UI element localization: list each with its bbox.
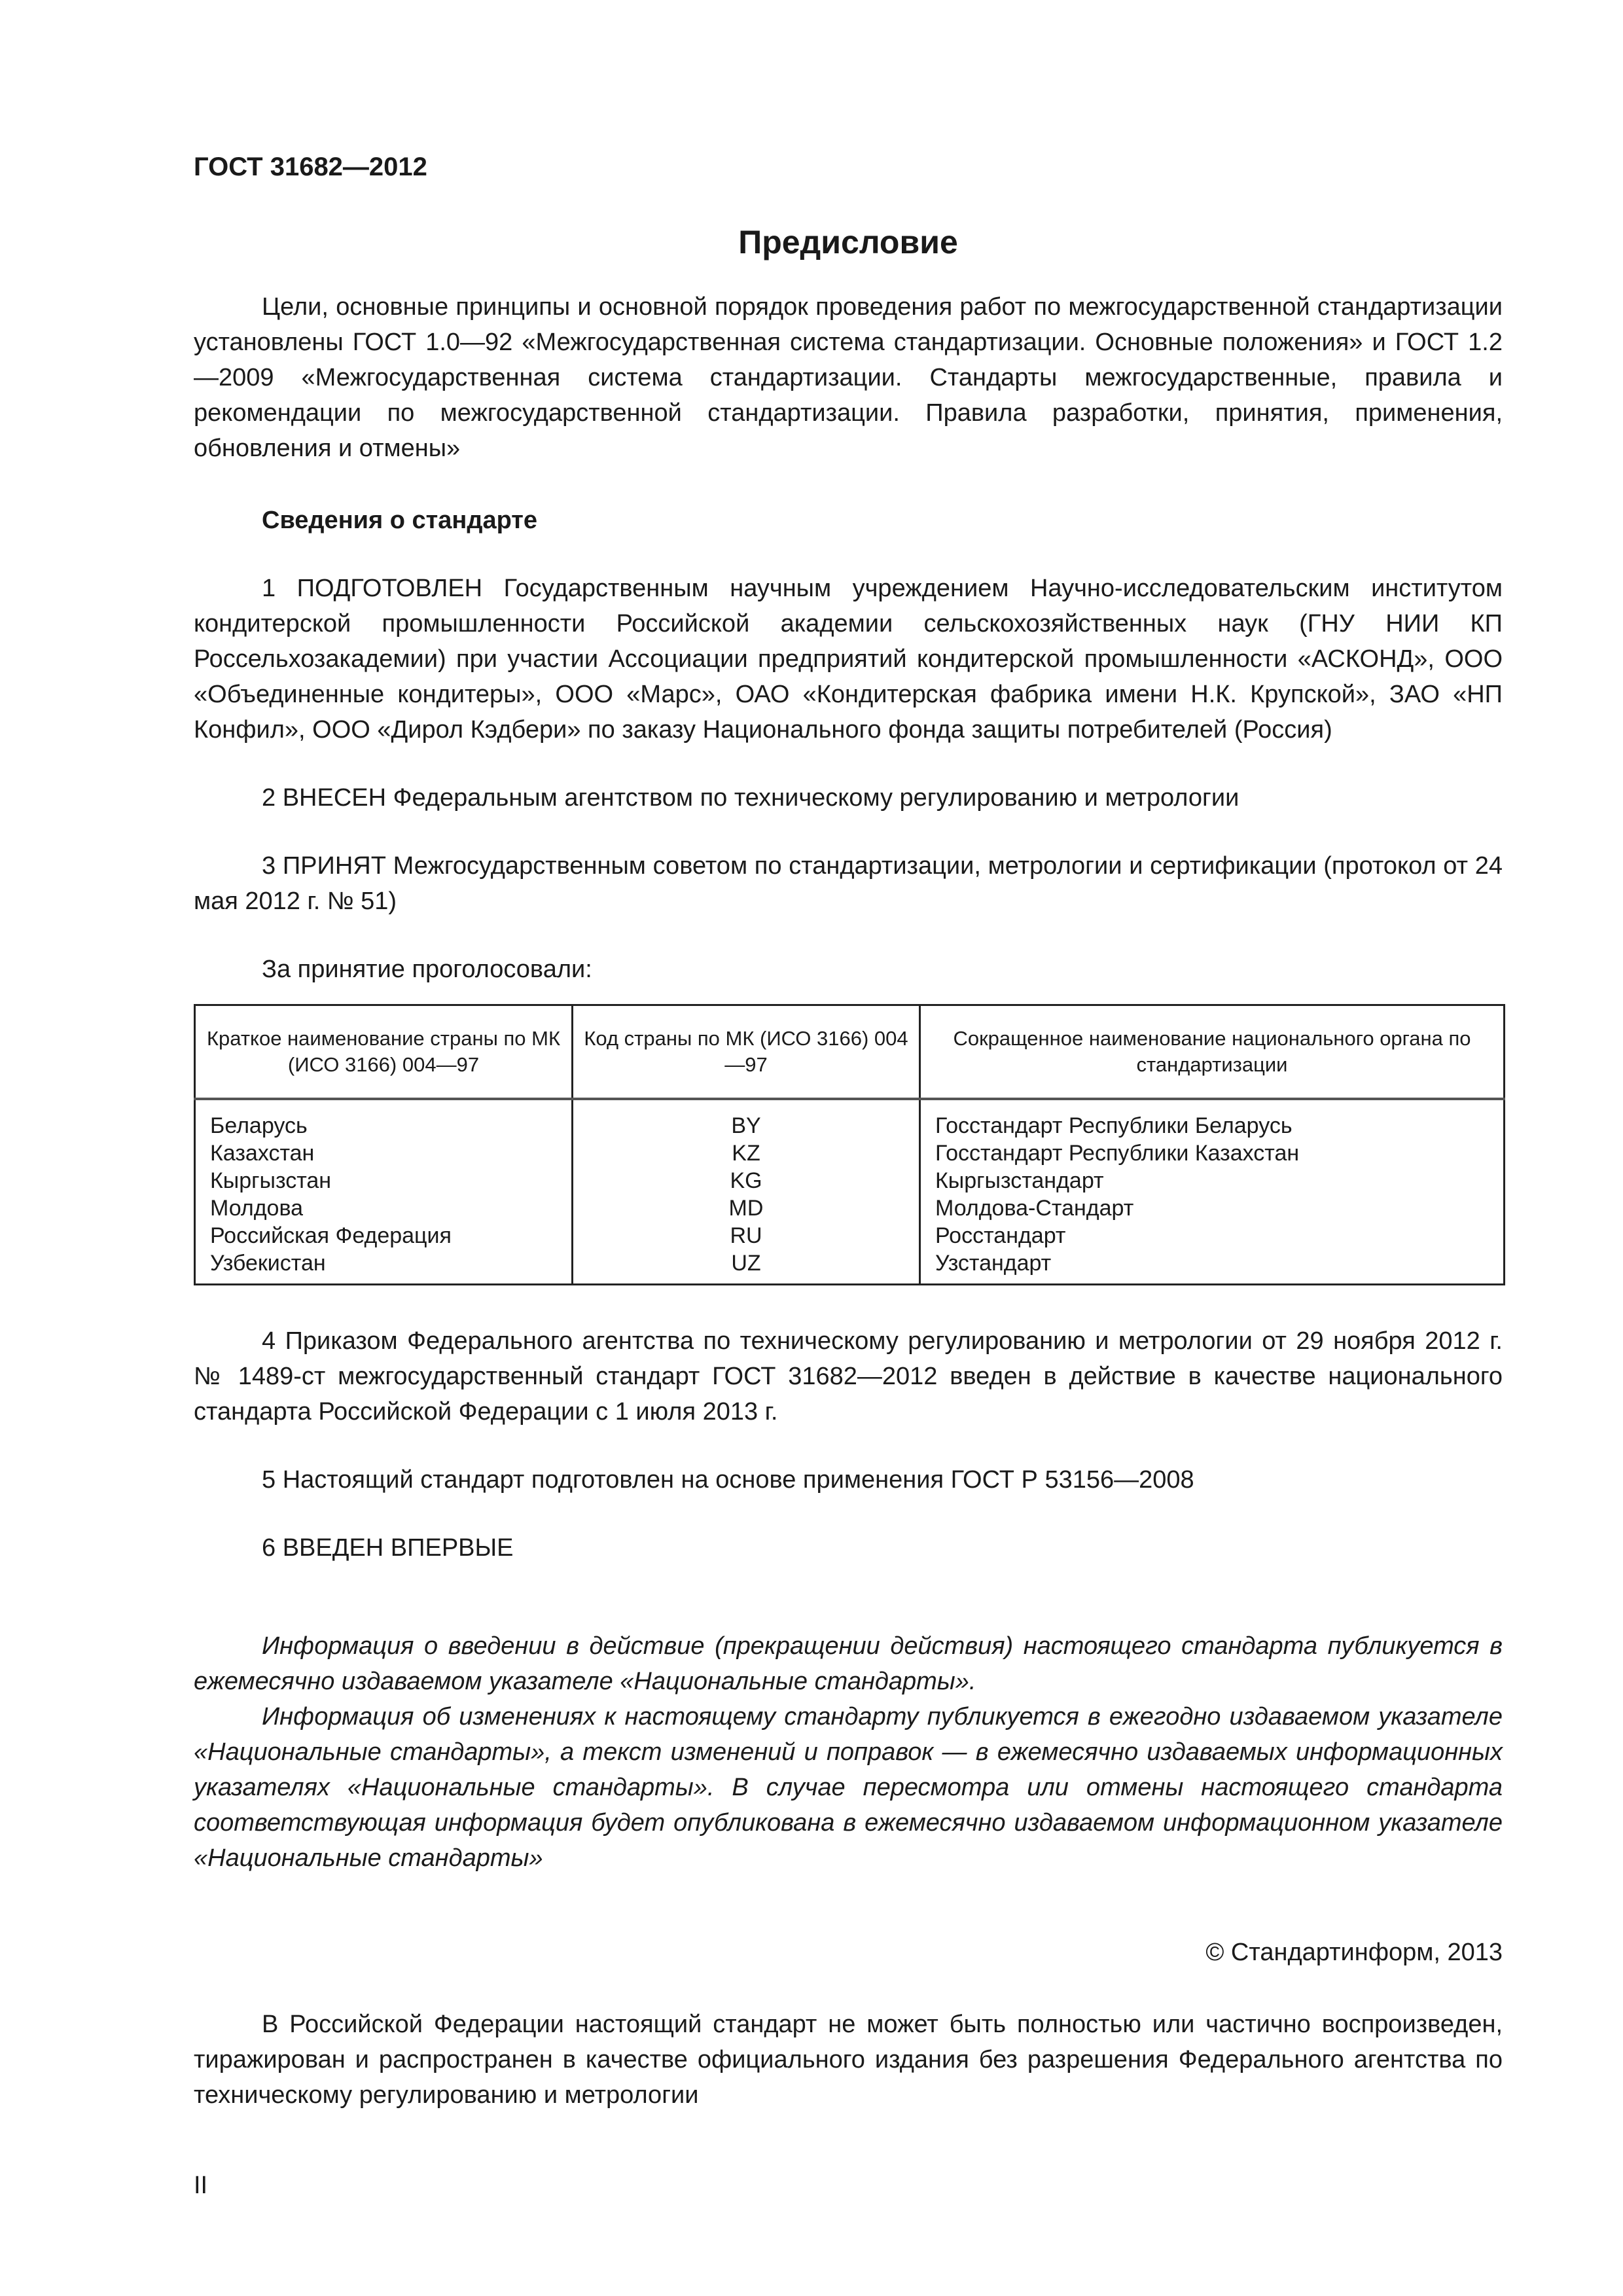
cell-country: Казахстан: [195, 1139, 573, 1167]
table-row: [195, 1222, 1505, 1249]
cell-code: UZ: [573, 1249, 920, 1285]
info-paragraph-2: Информация об изменениях к настоящему стандарту публикуется в ежегодно издаваемом указателе «Национальные стандарты», а текст изменений и поправок — в ежемесячно издаваемых информационных указателях «Национальные стандарты». В случае пересмотра или отмены настоящего стандарта соответствующая информация будет опубликована в ежемесячно издаваемом информационном указателе «Национальные стандарты»: [194, 1703, 1503, 1872]
votes-table: [194, 1004, 1505, 1285]
document-page: [194, 151, 1503, 2113]
document-code: ГОСТ 31682—2012: [194, 152, 427, 181]
item-5-paragraph: 5 Настоящий стандарт подготовлен на основе применения ГОСТ Р 53156—2008: [262, 1466, 1194, 1494]
page-number: II: [194, 2172, 208, 2199]
table-row: [195, 1167, 1505, 1194]
cell-country: Российская Федерация: [195, 1222, 573, 1249]
cell-body: Госстандарт Республики Беларусь: [920, 1099, 1505, 1139]
item-1-paragraph: 1 ПОДГОТОВЛЕН Государственным научным учреждением Научно-исследовательским институтом кондитерской промышленности Российской академии сельскохозяйственных наук (ГНУ НИИ КП Россельхозакадемии) при участии Ассоциации предприятий кондитерской промышленности «АСКОНД», ООО «Объединенные кондитеры», ООО «Марс», ОАО «Кондитерская фабрика имени Н.К. Крупской», ЗАО «НП Конфил», ООО «Дирол Кэдбери» по заказу Национального фонда защиты потребителей (Россия): [194, 575, 1503, 744]
intro-paragraph: Цели, основные принципы и основной порядок проведения работ по межгосударственной стандартизации установлены ГОСТ 1.0—92 «Межгосударственная система стандартизации. Основные положения» и ГОСТ 1.2—2009 «Межгосударственная система стандартизации. Стандарты межгосударственные, правила и рекомендации по межгосударственной стандартизации. Правила разработки, принятия, применения, обновления и отмены»: [194, 293, 1503, 462]
header-body: Сокращенное наименование национального органа по стандартизации: [920, 1005, 1505, 1100]
cell-code: BY: [573, 1099, 920, 1139]
item-6-paragraph: 6 ВВЕДЕН ВПЕРВЫЕ: [262, 1534, 514, 1562]
info-block: [194, 1628, 1503, 1876]
info-paragraph-1: Информация о введении в действие (прекращении действия) настоящего стандарта публикуется в ежемесячно издаваемом указателе «Национальные стандарты».: [194, 1632, 1503, 1695]
table-header-row: [195, 1005, 1505, 1100]
cell-body: Узстандарт: [920, 1249, 1505, 1285]
cell-country: Беларусь: [195, 1099, 573, 1139]
page-title: Предисловие: [738, 224, 958, 260]
cell-country: Молдова: [195, 1194, 573, 1222]
cell-code: RU: [573, 1222, 920, 1249]
votes-intro: За принятие проголосовали:: [262, 956, 592, 983]
cell-body: Молдова-Стандарт: [920, 1194, 1505, 1222]
table-row: [195, 1139, 1505, 1167]
copyright-line: © Стандартинформ, 2013: [1205, 1939, 1503, 1966]
cell-code: KZ: [573, 1139, 920, 1167]
item-4-paragraph: 4 Приказом Федерального агентства по техническому регулированию и метрологии от 29 ноября 2012 г. № 1489-ст межгосударственный стандарт ГОСТ 31682—2012 введен в действие в качестве национального стандарта Российской Федерации с 1 июля 2013 г.: [194, 1327, 1503, 1426]
cell-country: Кыргызстан: [195, 1167, 573, 1194]
table-row: [195, 1099, 1505, 1139]
cell-body: Росстандарт: [920, 1222, 1505, 1249]
cell-code: MD: [573, 1194, 920, 1222]
table-row: [195, 1194, 1505, 1222]
header-code: Код страны по МК (ИСО 3166) 004—97: [573, 1005, 920, 1100]
section-title: Сведения о стандарте: [262, 507, 538, 534]
legal-notice: В Российской Федерации настоящий стандарт не может быть полностью или частично воспроизведен, тиражирован и распространен в качестве официального издания без разрешения Федерального агентства по техническому регулированию и метрологии: [194, 2011, 1503, 2109]
item-3-paragraph: 3 ПРИНЯТ Межгосударственным советом по стандартизации, метрологии и сертификации (протокол от 24 мая 2012 г. № 51): [194, 852, 1503, 915]
cell-country: Узбекистан: [195, 1249, 573, 1285]
cell-body: Кыргызстандарт: [920, 1167, 1505, 1194]
table-row: [195, 1249, 1505, 1285]
header-country: Краткое наименование страны по МК (ИСО 3166) 004—97: [195, 1005, 573, 1100]
cell-body: Госстандарт Республики Казахстан: [920, 1139, 1505, 1167]
cell-code: KG: [573, 1167, 920, 1194]
item-2-paragraph: 2 ВНЕСЕН Федеральным агентством по техническому регулированию и метрологии: [262, 784, 1240, 812]
